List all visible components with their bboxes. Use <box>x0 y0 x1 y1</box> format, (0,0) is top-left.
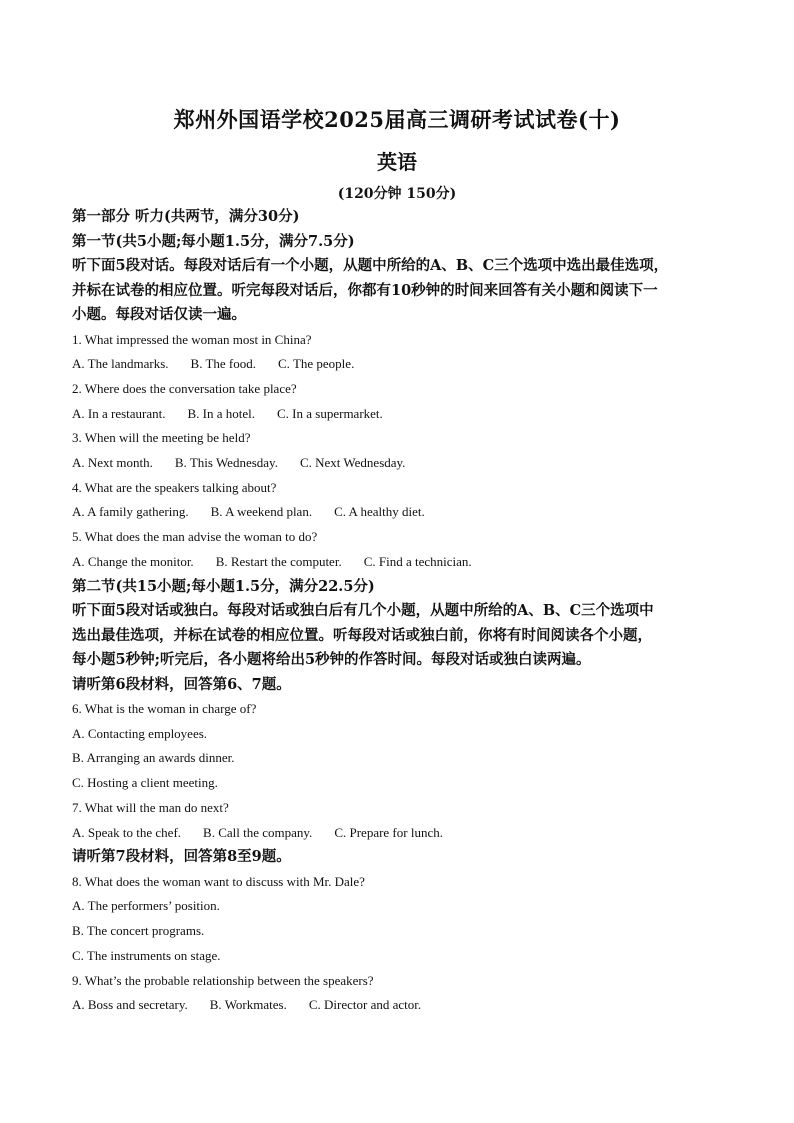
question-9: 9. What’s the probable relationship between the speakers? <box>72 972 374 988</box>
option-a: A. The landmarks. <box>72 356 169 372</box>
option-7c: C. Prepare for lunch. <box>334 824 443 840</box>
question-6: 6. What is the woman in charge of? <box>72 701 257 717</box>
option-b: B. Restart the computer. <box>215 553 342 569</box>
option-b: B. In a hotel. <box>187 405 256 421</box>
option-b: B. A weekend plan. <box>210 504 313 520</box>
question-7: 7. What will the man do next? <box>72 799 229 815</box>
option-a: A. Next month. <box>72 455 153 471</box>
question-text: 3. When will the meeting be held? <box>72 430 251 446</box>
instruction-line: 选出最佳选项，并标在试卷的相应位置。听每段对话或独白前，你将有时间阅读各个小题， <box>72 626 652 644</box>
question-2 <box>72 377 724 426</box>
options-row <box>72 550 724 575</box>
instruction-line: 小题。每段对话仅读一遍。 <box>72 306 246 323</box>
exam-subject: 英语 <box>377 150 417 174</box>
options-row <box>72 821 724 846</box>
section2-instructions <box>72 599 724 673</box>
instruction-line: 听下面5段对话。每段对话后有一个小题，从题中所给的A、B、C三个选项中选出最佳选项， <box>72 257 669 274</box>
option-c: C. The people. <box>278 356 355 372</box>
option-b: B. This Wednesday. <box>174 455 278 471</box>
option-a: A. Change the monitor. <box>72 553 194 569</box>
option-6b: B. Arranging an awards dinner. <box>72 750 235 766</box>
question-5 <box>72 525 724 574</box>
option-9b: B. Workmates. <box>209 997 287 1013</box>
option-c: C. A healthy diet. <box>334 504 425 520</box>
option-9c: C. Director and actor. <box>308 997 422 1013</box>
options-row <box>72 500 724 525</box>
question-1 <box>72 328 724 377</box>
option-c: C. In a supermarket. <box>277 405 383 421</box>
option-9a: A. Boss and secretary. <box>72 997 188 1013</box>
question-4 <box>72 476 724 525</box>
question-text: 2. Where does the conversation take place? <box>72 380 297 396</box>
options-row <box>72 993 724 1018</box>
option-c: C. Find a technician. <box>363 553 472 569</box>
option-7a: A. Speak to the chef. <box>72 824 182 840</box>
option-b: B. The food. <box>190 356 257 372</box>
question-8: 8. What does the woman want to discuss with Mr. Dale? <box>72 873 365 889</box>
exam-content <box>72 205 724 1018</box>
option-8a: A. The performers’ position. <box>72 898 220 914</box>
option-a: A. In a restaurant. <box>72 405 166 421</box>
exam-duration: (120分钟 150分) <box>337 186 457 202</box>
instruction-line: 每小题5秒钟;听完后，各小题将给出5秒钟的作答时间。每段对话或独白读两遍。 <box>72 651 591 669</box>
exam-title: 郑州外国语学校2025届高三调研考试试卷(十) <box>173 107 621 132</box>
part1-heading: 第一部分 听力(共两节，满分30分) <box>72 208 300 225</box>
options-row <box>72 352 724 377</box>
section1-instructions <box>72 254 724 328</box>
instruction-line: 并标在试卷的相应位置。听完每段对话后，你都有10秒钟的时间来回答有关小题和阅读下一 <box>72 281 658 299</box>
option-8b: B. The concert programs. <box>72 923 205 939</box>
option-6a: A. Contacting employees. <box>72 725 208 741</box>
section2-heading: 第二节(共15小题;每小题1.5分，满分22.5分) <box>72 577 375 595</box>
section1-heading: 第一节(共5小题;每小题1.5分，满分7.5分) <box>72 232 355 250</box>
group6-heading: 请听第6段材料，回答第6、7题。 <box>72 675 291 693</box>
question-text: 4. What are the speakers talking about? <box>72 479 277 495</box>
option-8c: C. The instruments on stage. <box>72 947 221 963</box>
option-6c: C. Hosting a client meeting. <box>72 775 218 791</box>
question-text: 5. What does the man advise the woman to do? <box>72 529 318 545</box>
option-a: A. A family gathering. <box>72 504 189 520</box>
instruction-line: 听下面5段对话或独白。每段对话或独白后有几个小题，从题中所给的A、B、C三个选项中 <box>72 602 654 620</box>
question-3 <box>72 426 724 475</box>
group7-heading: 请听第7段材料，回答第8至9题。 <box>72 848 291 866</box>
options-row <box>72 451 724 476</box>
options-row <box>72 402 724 427</box>
option-7b: B. Call the company. <box>203 824 313 840</box>
option-c: C. Next Wednesday. <box>299 455 406 471</box>
question-text: 1. What impressed the woman most in China? <box>72 331 312 347</box>
